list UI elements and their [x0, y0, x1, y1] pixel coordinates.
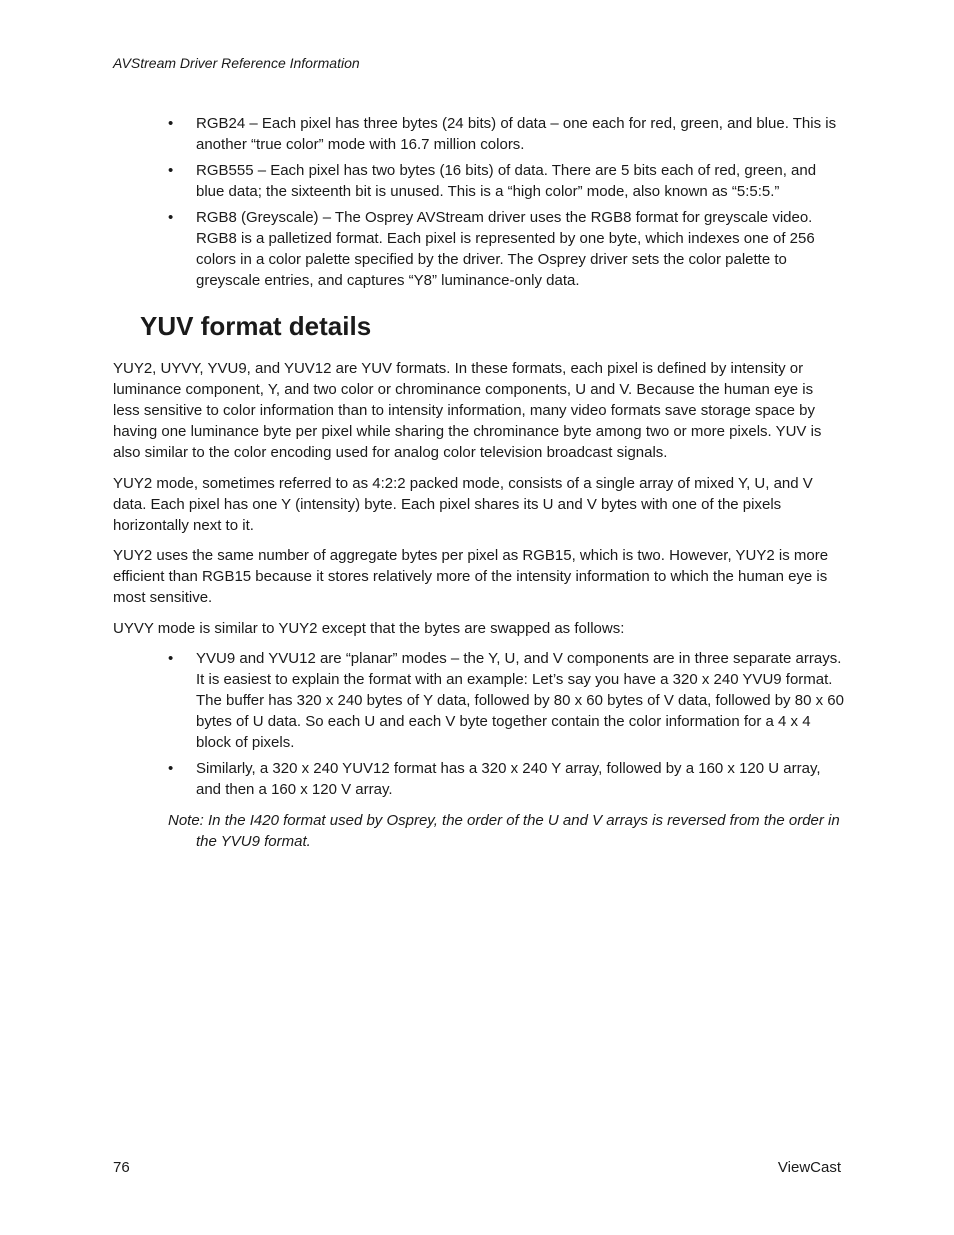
list-item-text: RGB555 – Each pixel has two bytes (16 bits) of data. There are 5 bits each of red, green, and blue data; the sixteenth bit is unused. This is a “high color” mode, also known as “5:5:5.” [196, 162, 817, 200]
list-item-text: Similarly, a 320 x 240 YUV12 format has a 320 x 240 Y array, followed by a 160 x 120 U array, and then a 160 x 120 V array. [196, 760, 821, 798]
planar-format-list [168, 648, 844, 805]
body-paragraph: YUY2 uses the same number of aggregate bytes per pixel as RGB15, which is two. However, YUY2 is more efficient than RGB15 because it stores relatively more of the intensity information to which the human eye is most sensitive. [113, 547, 829, 606]
section-heading: YUV format details [140, 311, 372, 341]
rgb-format-list [168, 113, 844, 296]
list-item [168, 160, 844, 202]
list-item [168, 113, 844, 155]
body-paragraph: YUY2, UYVY, YVU9, and YUV12 are YUV formats. In these formats, each pixel is defined by intensity or luminance component, Y, and two color or chrominance components, U and V. Because the human eye is less sensitive to color information than to intensity information, many video formats save storage space by having one luminance byte per pixel while sharing the chrominance byte among two or more pixels. YUV is also similar to the color encoding used for analog color television broadcast signals. [113, 360, 822, 461]
body-paragraph: UYVY mode is similar to YUY2 except that the bytes are swapped as follows: [113, 620, 625, 637]
list-item-text: YVU9 and YVU12 are “planar” modes – the Y, U, and V components are in three separate arrays. It is easiest to explain the format with an example: Let’s say you have a 320 x 240 YVU9 format. The buffer has 320 x 240 bytes of Y data, followed by 80 x 60 bytes of V data, followed by 80 x 60 bytes of U data. So each U and each V byte together contain the color information for a 4 x 4 block of pixels. [196, 650, 844, 751]
list-item-text: RGB24 – Each pixel has three bytes (24 bits) of data – one each for red, green, and blue. This is another “true color” mode with 16.7 million colors. [196, 115, 837, 153]
body-paragraph: YUY2 mode, sometimes referred to as 4:2:2 packed mode, consists of a single array of mixed Y, U, and V data. Each pixel has one Y (intensity) byte. Each pixel shares its U and V bytes with one of the pixels horizontally next to it. [113, 475, 813, 534]
footer-company: ViewCast [777, 1159, 841, 1176]
bullet-icon: • [168, 650, 174, 667]
list-item [168, 758, 844, 800]
note-text: Note: In the I420 format used by Osprey, the order of the U and V arrays is reversed from the order in the YVU9 format. [168, 812, 840, 850]
page-number: 76 [113, 1159, 130, 1176]
list-item [168, 648, 844, 753]
bullet-icon: • [168, 162, 174, 179]
running-header: AVStream Driver Reference Information [113, 55, 360, 71]
bullet-icon: • [168, 115, 174, 132]
bullet-icon: • [168, 209, 174, 226]
bullet-icon: • [168, 760, 174, 777]
list-item [168, 207, 844, 291]
list-item-text: RGB8 (Greyscale) – The Osprey AVStream driver uses the RGB8 format for greyscale video. RGB8 is a palletized format. Each pixel is represented by one byte, which indexes one of 256 colors in a color palette specified by the driver. The Osprey driver sets the color palette to greyscale entries, and captures “Y8” luminance-only data. [196, 209, 815, 289]
